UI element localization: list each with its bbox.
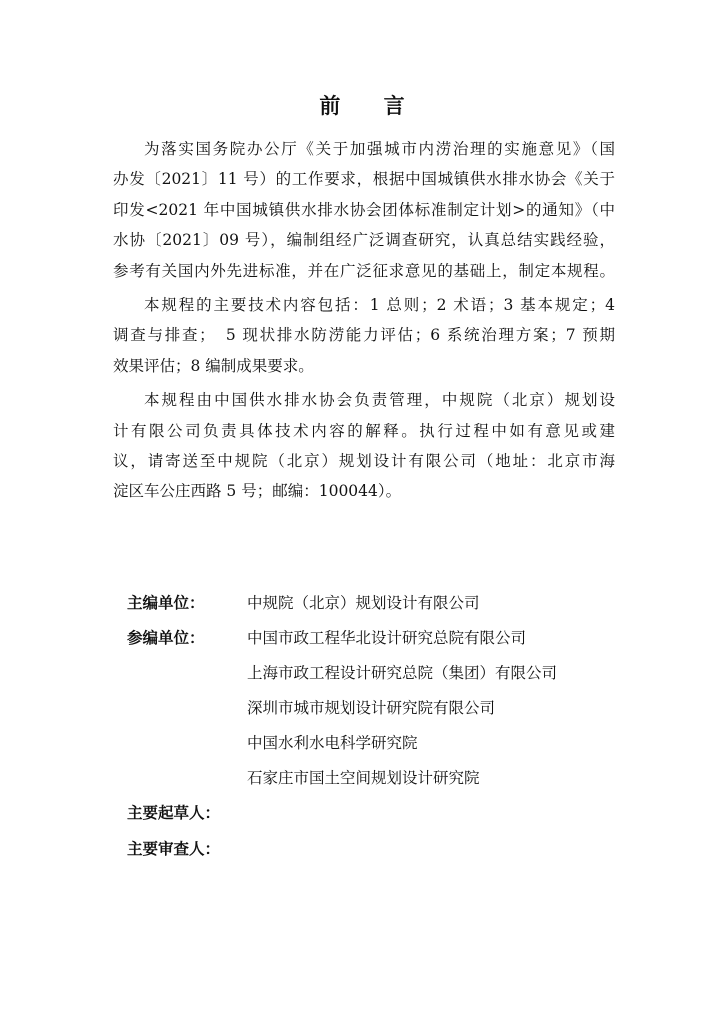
co-editor-row — [127, 619, 617, 654]
text-line: 调查与排查； 5 现状排水防涝能力评估；6 系统治理方案；7 预期 — [113, 326, 615, 345]
text-line: 计有限公司负责具体技术内容的解释。执行过程中如有意见或建 — [113, 421, 615, 440]
co-editor-value: 中国水利水电科学研究院 — [247, 733, 418, 752]
reviewers-label: 主要审查人： — [127, 839, 221, 858]
editor-value: 中规院（北京）规划设计有限公司 — [247, 593, 480, 612]
reviewers-row — [127, 830, 617, 866]
text-line: 本规程的主要技术内容包括：1 总则；2 术语；3 基本规定；4 — [144, 296, 615, 315]
co-editor-value: 深圳市城市规划设计研究院有限公司 — [247, 698, 496, 717]
co-editor-row — [127, 689, 617, 724]
co-editor-label: 参编单位： — [127, 627, 205, 647]
text-line: 办发〔2021〕11 号）的工作要求，根据中国城镇供水排水协会《关于 — [113, 170, 615, 189]
text-line: 印发<2021 年中国城镇供水排水协会团体标准制定计划>的通知》（中 — [113, 200, 615, 219]
paragraph-3 — [113, 385, 615, 507]
text-line: 效果评估；8 编制成果要求。 — [113, 356, 314, 375]
co-editor-row — [127, 759, 617, 794]
paragraph-1 — [113, 134, 615, 286]
organization-info — [127, 584, 617, 866]
drafters-label: 主要起草人： — [127, 803, 221, 822]
text-line: 本规程由中国供水排水协会负责管理，中规院（北京）规划设 — [144, 391, 615, 410]
paragraph-2 — [113, 290, 615, 381]
co-editor-value: 中国市政工程华北设计研究总院有限公司 — [247, 628, 527, 647]
co-editor-row — [127, 654, 617, 689]
text-line: 参考有关国内外先进标准，并在广泛征求意见的基础上，制定本规程。 — [113, 261, 615, 280]
drafters-row — [127, 794, 617, 830]
editor-row — [127, 584, 617, 619]
co-editor-row — [127, 724, 617, 759]
text-line: 为落实国务院办公厅《关于加强城市内涝治理的实施意见》（国 — [144, 140, 615, 158]
preface-body — [113, 134, 615, 511]
text-line: 议，请寄送至中规院（北京）规划设计有限公司（地址：北京市海 — [113, 452, 615, 471]
co-editor-value: 石家庄市国土空间规划设计研究院 — [247, 768, 480, 787]
text-line: 淀区车公庄西路 5 号；邮编：100044）。 — [113, 482, 402, 501]
text-line: 水协〔2021〕09 号），编制组经广泛调查研究，认真总结实践经验， — [113, 231, 615, 250]
co-editor-value: 上海市政工程设计研究总院（集团）有限公司 — [247, 663, 558, 682]
editor-label: 主编单位： — [127, 592, 205, 612]
page-title: 前 言 — [319, 93, 423, 118]
